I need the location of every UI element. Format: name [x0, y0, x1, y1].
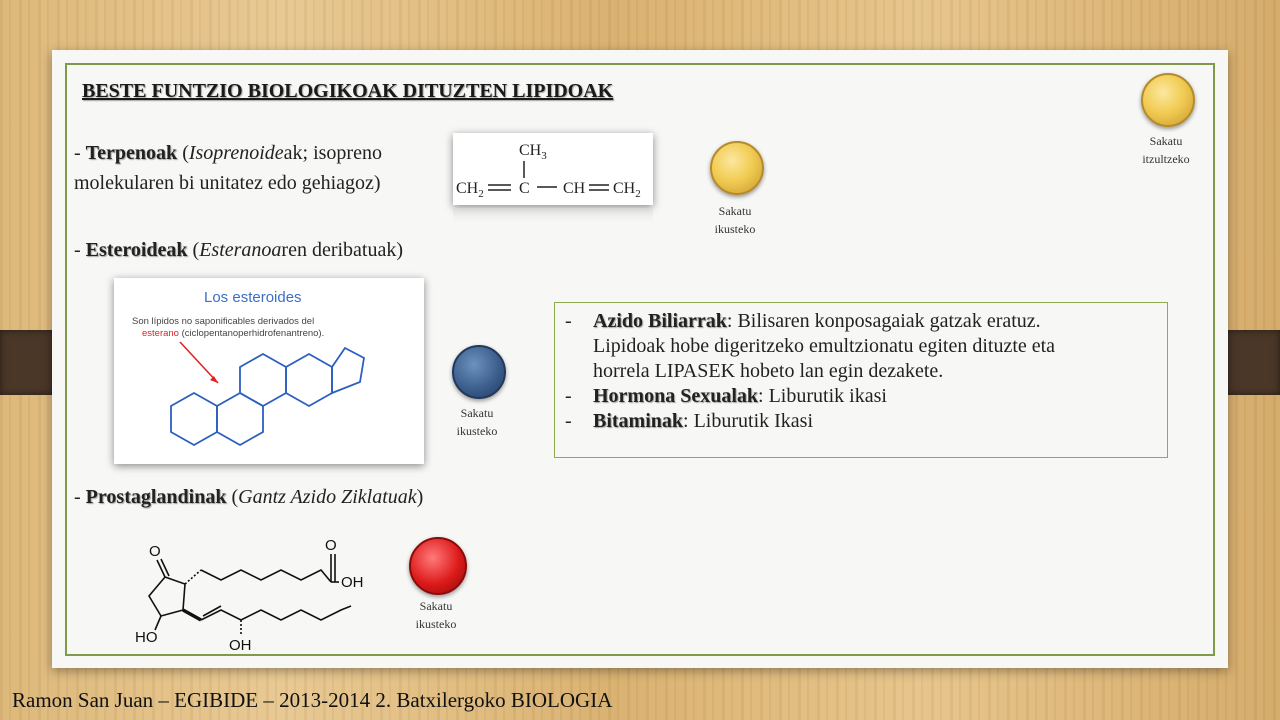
prostaglandin-ring-o: O: [149, 543, 161, 560]
return-button-label: Sakatu itzultzeko: [1142, 134, 1190, 166]
return-button[interactable]: [1141, 73, 1195, 127]
terpenoak-view-button[interactable]: [710, 141, 764, 195]
terpenoak-view-button-label: Sakatu ikusteko: [714, 204, 756, 236]
isoprene-ch2-left: $CH_2$: [456, 180, 484, 200]
prostaglandinak-line: - Prostaglandinak (Gantz Azido Ziklatuak): [74, 486, 424, 508]
list-item-hormona-sexualak: - Hormona Sexualak: Liburutik ikasi: [565, 385, 887, 407]
isoprene-ch3: $CH_3$: [519, 142, 547, 162]
list-item-azido-biliarrak: - Azido Biliarrak: Bilisaren konposagaiak gatzak eratuz.: [565, 310, 1041, 332]
prostaglandinak-name: Prostaglandinak: [85, 486, 227, 508]
esteroideak-view-button-label: Sakatu ikusteko: [456, 406, 498, 438]
list-item-bitaminak: - Bitaminak: Liburutik Ikasi: [565, 410, 814, 432]
steroid-desc-line-2: esterano (ciclopentanoperhidrofenantreno).: [142, 328, 325, 339]
steroid-structure-image: [114, 278, 424, 464]
steroid-structure-svg: [114, 278, 424, 464]
right-strap: [1225, 330, 1280, 395]
slide-title: BESTE FUNTZIO BIOLOGIKOAK DITUZTEN LIPIDOAK: [82, 80, 614, 102]
footer-text: Ramon San Juan – EGIBIDE – 2013-2014 2. Batxilergoko BIOLOGIA: [12, 688, 613, 712]
prostaglandin-ho: HO: [135, 629, 158, 646]
esteroideak-line: - Esteroideak (Esteranoaren deribatuak): [74, 239, 404, 261]
esteroideak-view-button[interactable]: [452, 345, 506, 399]
isoprene-reflection: [453, 208, 653, 222]
terpenoak-line-2: molekularen bi unitatez edo gehiagoz): [74, 172, 381, 194]
isoprene-structure-svg: [453, 133, 653, 205]
prostaglandinak-view-button[interactable]: [409, 537, 467, 595]
isoprene-structure-image: [453, 133, 653, 205]
prostaglandin-structure-image: [125, 532, 375, 652]
esteroideak-name: Esteroideak: [85, 239, 188, 261]
prostaglandin-structure-svg: [125, 532, 375, 652]
terpenoak-name: Terpenoak: [85, 142, 178, 164]
isoprene-ch2-right: $CH_2$: [613, 180, 641, 200]
steroid-heading: Los esteroides: [204, 289, 302, 306]
isoprene-ch: CH: [563, 180, 586, 197]
prostaglandin-acid-oh: OH: [341, 574, 364, 591]
steroid-desc-line-1: Son lípidos no saponificables derivados del: [132, 316, 315, 327]
prostaglandin-acid-o: O: [325, 537, 337, 554]
lipid-functions-box: - Azido Biliarrak: Bilisaren konposagaiak gatzak eratuz. Lipidoak hobe digeritzeko emultzionatu egiten dituzte eta horrela LIPASEK hobeto lan egin dezakete. - Hormona Sexualak: Liburutik ikasi - Bitaminak: Liburutik Ikasi: [554, 302, 1168, 458]
prostaglandin-oh: OH: [229, 637, 252, 652]
terpenoak-line-1: - Terpenoak (Isoprenoideak; isopreno: [74, 142, 382, 164]
left-strap: [0, 330, 55, 395]
isoprene-c: C: [519, 180, 530, 197]
prostaglandinak-view-button-label: Sakatu ikusteko: [415, 599, 457, 631]
